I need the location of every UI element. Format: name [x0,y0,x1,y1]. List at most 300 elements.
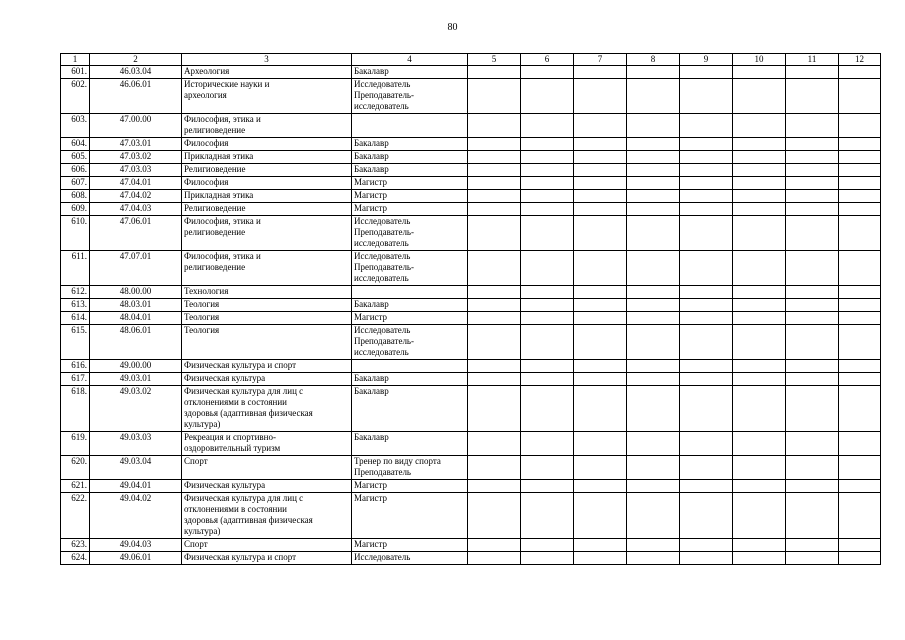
empty-cell [839,190,881,203]
empty-cell [733,552,786,565]
empty-cell [786,299,839,312]
specialty-name [182,539,352,552]
specialty-name-line: Философия [184,138,229,148]
row-number: 621. [61,480,90,493]
qualification [352,493,468,539]
qualification-line: Исследователь [354,79,411,89]
specialty-name-line: Прикладная этика [184,151,254,161]
table-row [61,251,881,286]
specialty-name-line: Религиоведение [184,203,246,213]
empty-cell [839,177,881,190]
empty-cell [680,138,733,151]
empty-cell [839,251,881,286]
empty-cell [627,539,680,552]
specialty-code: 47.04.01 [90,177,182,190]
column-header: 11 [786,54,839,66]
empty-cell [574,552,627,565]
empty-cell [574,177,627,190]
empty-cell [574,539,627,552]
empty-cell [627,114,680,138]
empty-cell [839,432,881,456]
specialty-code: 48.04.01 [90,312,182,325]
empty-cell [627,251,680,286]
column-header: 3 [182,54,352,66]
qualification-line: исследователь [354,238,409,248]
column-header: 5 [468,54,521,66]
specialty-name-line: Физическая культура для лиц с [184,386,304,396]
qualification-line: Исследователь [354,325,411,335]
column-header: 4 [352,54,468,66]
empty-cell [521,251,574,286]
specialty-name-line: отклонениями в состоянии [184,504,287,514]
empty-cell [680,114,733,138]
empty-cell [680,299,733,312]
column-header: 10 [733,54,786,66]
row-number: 601. [61,66,90,79]
empty-cell [627,138,680,151]
qualification [352,164,468,177]
qualification-line: Магистр [354,203,388,213]
empty-cell [574,325,627,360]
empty-cell [733,164,786,177]
empty-cell [839,456,881,480]
empty-cell [574,432,627,456]
empty-cell [733,251,786,286]
empty-cell [733,539,786,552]
qualification-line: Бакалавр [354,386,389,396]
empty-cell [627,456,680,480]
empty-cell [839,114,881,138]
row-number: 607. [61,177,90,190]
empty-cell [839,539,881,552]
empty-cell [680,79,733,114]
specialty-name-line: Прикладная этика [184,190,254,200]
empty-cell [521,66,574,79]
qualification-line: Тренер по виду спорта [354,456,441,466]
empty-cell [574,373,627,386]
table-row [61,386,881,432]
empty-cell [521,456,574,480]
empty-cell [521,177,574,190]
empty-cell [468,299,521,312]
specialty-code: 49.03.01 [90,373,182,386]
specialty-code: 49.00.00 [90,360,182,373]
qualification-line: Исследователь [354,216,411,226]
qualification-line: Магистр [354,177,388,187]
empty-cell [468,312,521,325]
specialty-name [182,203,352,216]
empty-cell [521,203,574,216]
empty-cell [786,203,839,216]
empty-cell [627,325,680,360]
empty-cell [786,386,839,432]
page-number: 80 [447,22,458,33]
specialty-code: 49.04.01 [90,480,182,493]
specialty-name-line: Физическая культура и спорт [184,360,297,370]
empty-cell [786,114,839,138]
empty-cell [627,312,680,325]
empty-cell [680,164,733,177]
qualification-line: Бакалавр [354,66,389,76]
empty-cell [468,552,521,565]
empty-cell [468,66,521,79]
empty-cell [521,432,574,456]
column-header: 12 [839,54,881,66]
empty-cell [733,190,786,203]
empty-cell [574,251,627,286]
specialty-name [182,177,352,190]
specialty-name [182,552,352,565]
empty-cell [733,325,786,360]
table-row [61,360,881,373]
specialty-code: 47.04.02 [90,190,182,203]
column-header: 1 [61,54,90,66]
row-number: 612. [61,286,90,299]
row-number: 618. [61,386,90,432]
row-number: 616. [61,360,90,373]
specialty-code: 49.04.02 [90,493,182,539]
table-row [61,480,881,493]
specialty-name-line: культура) [184,419,221,429]
specialty-name-line: Археология [184,66,230,76]
column-header: 9 [680,54,733,66]
specialty-name [182,312,352,325]
qualification [352,386,468,432]
specialty-code: 47.04.03 [90,203,182,216]
empty-cell [627,493,680,539]
empty-cell [521,386,574,432]
specialty-name-line: Физическая культура для лиц с [184,493,304,503]
qualification [352,299,468,312]
empty-cell [839,552,881,565]
table-row [61,432,881,456]
empty-cell [680,151,733,164]
empty-cell [733,386,786,432]
specialty-name-line: Исторические науки и [184,79,270,89]
specialty-code: 48.03.01 [90,299,182,312]
empty-cell [468,432,521,456]
specialty-code: 47.07.01 [90,251,182,286]
specialty-code: 47.00.00 [90,114,182,138]
empty-cell [468,79,521,114]
table-row [61,177,881,190]
specialty-name-line: культура) [184,526,221,536]
empty-cell [839,66,881,79]
empty-cell [786,286,839,299]
specialty-name-line: Рекреация и спортивно- [184,432,276,442]
specialty-name [182,216,352,251]
empty-cell [839,386,881,432]
qualification-line: Исследователь [354,251,411,261]
specialty-code: 46.03.04 [90,66,182,79]
empty-cell [733,299,786,312]
empty-cell [521,360,574,373]
table-row [61,138,881,151]
empty-cell [521,286,574,299]
empty-cell [627,480,680,493]
qualification [352,432,468,456]
empty-cell [574,360,627,373]
empty-cell [733,203,786,216]
empty-cell [627,177,680,190]
specialty-code: 47.03.02 [90,151,182,164]
qualification [352,312,468,325]
specialty-name-line: Физическая культура [184,480,266,490]
empty-cell [839,286,881,299]
qualification [352,203,468,216]
specialty-name-line: религиоведение [184,227,246,237]
empty-cell [680,480,733,493]
empty-cell [786,79,839,114]
empty-cell [680,373,733,386]
qualification-line: Преподаватель- [354,227,415,237]
empty-cell [733,456,786,480]
empty-cell [786,373,839,386]
specialty-name-line: Философия, этика и [184,216,261,226]
specialty-name-line: Теология [184,299,220,309]
specialty-code: 47.06.01 [90,216,182,251]
empty-cell [627,190,680,203]
empty-cell [468,251,521,286]
specialty-name-line: Физическая культура и спорт [184,552,297,562]
header-row [61,54,881,66]
column-header: 2 [90,54,182,66]
table-row [61,164,881,177]
specialty-name [182,325,352,360]
empty-cell [839,480,881,493]
empty-cell [521,539,574,552]
qualification-line: Бакалавр [354,373,389,383]
empty-cell [839,138,881,151]
specialty-code: 47.03.03 [90,164,182,177]
specialty-name-line: Теология [184,325,220,335]
qualification [352,79,468,114]
specialty-name-line: оздоровительный туризм [184,443,281,453]
qualification-line: исследователь [354,101,409,111]
empty-cell [574,480,627,493]
specialty-name [182,79,352,114]
empty-cell [574,203,627,216]
empty-cell [627,66,680,79]
empty-cell [680,432,733,456]
row-number: 609. [61,203,90,216]
specialty-name [182,251,352,286]
empty-cell [839,299,881,312]
empty-cell [839,360,881,373]
empty-cell [521,164,574,177]
specialty-name [182,360,352,373]
empty-cell [786,177,839,190]
specialty-name-line: Спорт [184,539,208,549]
table-row [61,203,881,216]
empty-cell [733,360,786,373]
empty-cell [733,138,786,151]
specialty-code: 49.03.02 [90,386,182,432]
row-number: 617. [61,373,90,386]
table-row [61,299,881,312]
empty-cell [680,216,733,251]
empty-cell [680,203,733,216]
specialty-name [182,164,352,177]
empty-cell [574,286,627,299]
table-row [61,552,881,565]
empty-cell [468,190,521,203]
qualification [352,480,468,493]
specialty-name-line: Философия, этика и [184,114,261,124]
qualification [352,190,468,203]
empty-cell [468,138,521,151]
row-number: 604. [61,138,90,151]
empty-cell [468,114,521,138]
table-row [61,151,881,164]
row-number: 603. [61,114,90,138]
empty-cell [786,493,839,539]
qualification [352,251,468,286]
empty-cell [627,79,680,114]
empty-cell [786,552,839,565]
table-body [61,66,881,565]
empty-cell [468,325,521,360]
row-number: 624. [61,552,90,565]
empty-cell [468,480,521,493]
empty-cell [733,373,786,386]
empty-cell [786,216,839,251]
empty-cell [521,114,574,138]
specialty-code: 48.00.00 [90,286,182,299]
row-number: 605. [61,151,90,164]
empty-cell [839,151,881,164]
empty-cell [733,286,786,299]
empty-cell [680,66,733,79]
empty-cell [468,386,521,432]
empty-cell [521,138,574,151]
qualification-line: Магистр [354,190,388,200]
specialty-name [182,480,352,493]
empty-cell [521,79,574,114]
qualification-line: Магистр [354,539,388,549]
qualification-line: Преподаватель- [354,336,415,346]
empty-cell [786,480,839,493]
specialty-name [182,151,352,164]
empty-cell [786,164,839,177]
empty-cell [521,325,574,360]
specialty-name [182,299,352,312]
empty-cell [521,552,574,565]
empty-cell [786,190,839,203]
table-row [61,539,881,552]
specialties-table [60,53,881,565]
empty-cell [521,216,574,251]
qualification-line: Магистр [354,480,388,490]
table-row [61,325,881,360]
column-header: 8 [627,54,680,66]
table-row [61,493,881,539]
specialty-name [182,456,352,480]
empty-cell [468,151,521,164]
row-number: 620. [61,456,90,480]
qualification-line: Преподаватель [354,467,412,477]
specialty-name-line: Философия, этика и [184,251,261,261]
empty-cell [521,299,574,312]
qualification-line: Бакалавр [354,151,389,161]
empty-cell [574,164,627,177]
empty-cell [786,138,839,151]
qualification [352,360,468,373]
empty-cell [733,312,786,325]
empty-cell [468,373,521,386]
empty-cell [627,386,680,432]
qualification [352,373,468,386]
specialty-name [182,432,352,456]
specialty-name-line: Технология [184,286,229,296]
empty-cell [627,432,680,456]
empty-cell [680,539,733,552]
specialty-name-line: здоровья (адаптивная физическая [184,408,313,418]
empty-cell [733,66,786,79]
empty-cell [574,386,627,432]
empty-cell [574,493,627,539]
specialty-name [182,386,352,432]
specialty-name-line: Физическая культура [184,373,266,383]
empty-cell [521,493,574,539]
specialty-name-line: религиоведение [184,125,246,135]
qualification [352,216,468,251]
empty-cell [680,456,733,480]
table-row [61,66,881,79]
empty-cell [680,360,733,373]
empty-cell [733,493,786,539]
table-row [61,190,881,203]
empty-cell [574,66,627,79]
specialty-code: 49.03.03 [90,432,182,456]
empty-cell [786,66,839,79]
empty-cell [627,373,680,386]
qualification-line: Магистр [354,493,388,503]
qualification-line: Исследователь [354,552,411,562]
specialty-name [182,190,352,203]
specialty-name-line: Спорт [184,456,208,466]
empty-cell [627,164,680,177]
empty-cell [627,552,680,565]
qualification [352,177,468,190]
specialty-code: 47.03.01 [90,138,182,151]
empty-cell [839,325,881,360]
table-row [61,286,881,299]
empty-cell [839,312,881,325]
empty-cell [786,325,839,360]
row-number: 623. [61,539,90,552]
empty-cell [680,552,733,565]
empty-cell [839,164,881,177]
empty-cell [839,373,881,386]
table-row [61,79,881,114]
specialty-code: 46.06.01 [90,79,182,114]
qualification-line: Бакалавр [354,299,389,309]
row-number: 622. [61,493,90,539]
empty-cell [468,286,521,299]
table-row [61,216,881,251]
empty-cell [680,312,733,325]
empty-cell [680,190,733,203]
specialty-code: 48.06.01 [90,325,182,360]
empty-cell [627,286,680,299]
empty-cell [468,456,521,480]
specialty-code: 49.04.03 [90,539,182,552]
empty-cell [733,432,786,456]
empty-cell [839,493,881,539]
specialty-name-line: здоровья (адаптивная физическая [184,515,313,525]
empty-cell [627,151,680,164]
